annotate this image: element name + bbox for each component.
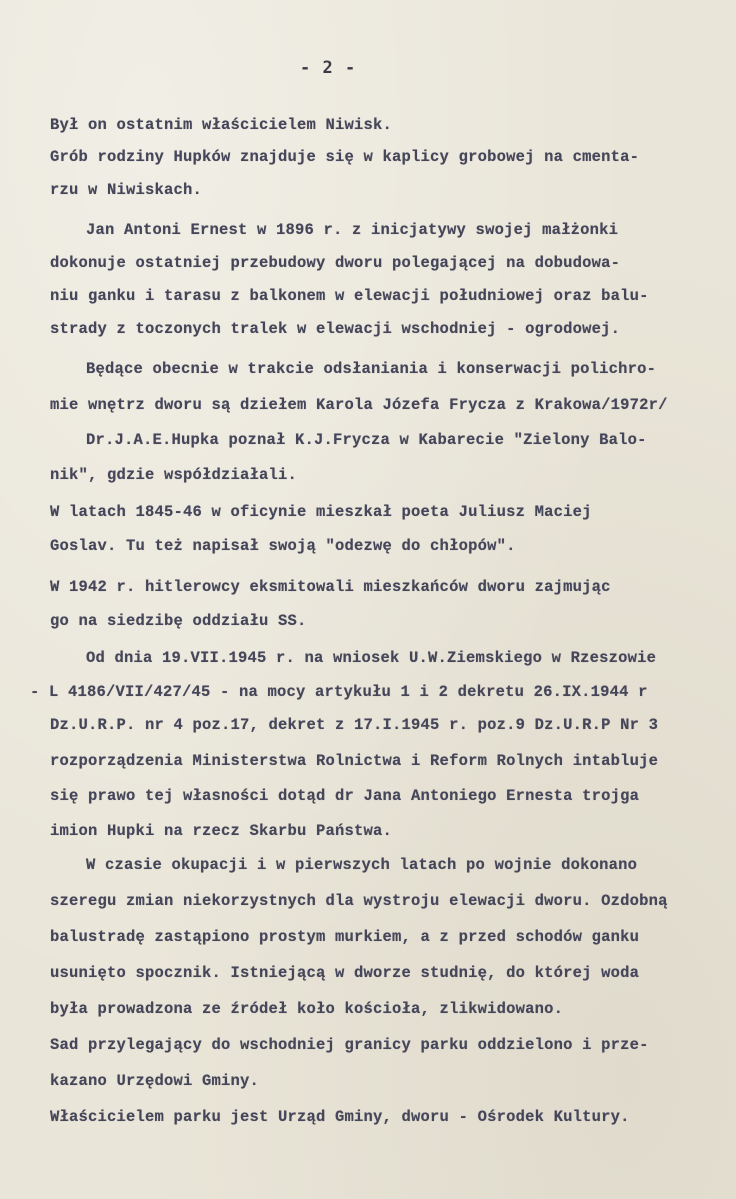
text-line: nik", gdzie współdziałali. — [50, 466, 298, 484]
text-line: mie wnętrz dworu są dziełem Karola Józefa Frycza z Krakowa/1972r/ — [50, 396, 668, 414]
text-line: Właścicielem parku jest Urząd Gminy, dworu - Ośrodek Kultury. — [50, 1108, 630, 1126]
text-line: Od dnia 19.VII.1945 r. na wniosek U.W.Ziemskiego w Rzeszowie — [86, 649, 657, 667]
text-line: rozporządzenia Ministerstwa Rolnictwa i Reform Rolnych intabluje — [50, 752, 659, 770]
text-line: rzu w Niwiskach. — [50, 181, 203, 199]
text-line: strady z toczonych tralek w elewacji wschodniej - ogrodowej. — [50, 320, 621, 338]
text-line: była prowadzona ze źródeł koło kościoła, zlikwidowano. — [50, 1000, 564, 1018]
text-line: Jan Antoni Ernest w 1896 r. z inicjatywy swojej małżonki — [86, 221, 619, 239]
text-line: Goslav. Tu też napisał swoją "odezwę do chłopów". — [50, 537, 516, 555]
text-line: Grób rodziny Hupków znajduje się w kaplicy grobowej na cmenta- — [50, 148, 640, 166]
text-line: Będące obecnie w trakcie odsłaniania i konserwacji polichro- — [86, 360, 657, 378]
text-line: usunięto spocznik. Istniejącą w dworze studnię, do której woda — [50, 964, 640, 982]
text-line: W latach 1845-46 w oficynie mieszkał poeta Juliusz Maciej — [50, 503, 592, 521]
text-line: dokonuje ostatniej przebudowy dworu polegającej na dobudowa- — [50, 254, 621, 272]
text-line: się prawo tej własności dotąd dr Jana Antoniego Ernesta trojga — [50, 787, 640, 805]
text-line: W 1942 r. hitlerowcy eksmitowali mieszkańców dworu zajmując — [50, 578, 611, 596]
text-line: szeregu zmian niekorzystnych dla wystroju elewacji dworu. Ozdobną — [50, 892, 668, 910]
text-line: Był on ostatnim właścicielem Niwisk. — [50, 116, 393, 134]
text-line: Sad przylegający do wschodniej granicy parku oddzielono i prze- — [50, 1036, 649, 1054]
text-line: Dr.J.A.E.Hupka poznał K.J.Frycza w Kabarecie "Zielony Balo- — [86, 431, 647, 449]
text-line: kazano Urzędowi Gminy. — [50, 1072, 260, 1090]
text-line: go na siedzibę oddziału SS. — [50, 612, 307, 630]
text-line: imion Hupki na rzecz Skarbu Państwa. — [50, 822, 393, 840]
text-line: niu ganku i tarasu z balkonem w elewacji południowej oraz balu- — [50, 287, 649, 305]
page-number: - 2 - — [300, 58, 357, 78]
text-line: Dz.U.R.P. nr 4 poz.17, dekret z 17.I.1945 r. poz.9 Dz.U.R.P Nr 3 — [50, 716, 659, 734]
text-line: - L 4186/VII/427/45 - na mocy artykułu 1 i 2 dekretu 26.IX.1944 r — [30, 683, 648, 701]
text-line: W czasie okupacji i w pierwszych latach po wojnie dokonano — [86, 856, 638, 874]
text-line: balustradę zastąpiono prostym murkiem, a z przed schodów ganku — [50, 928, 640, 946]
